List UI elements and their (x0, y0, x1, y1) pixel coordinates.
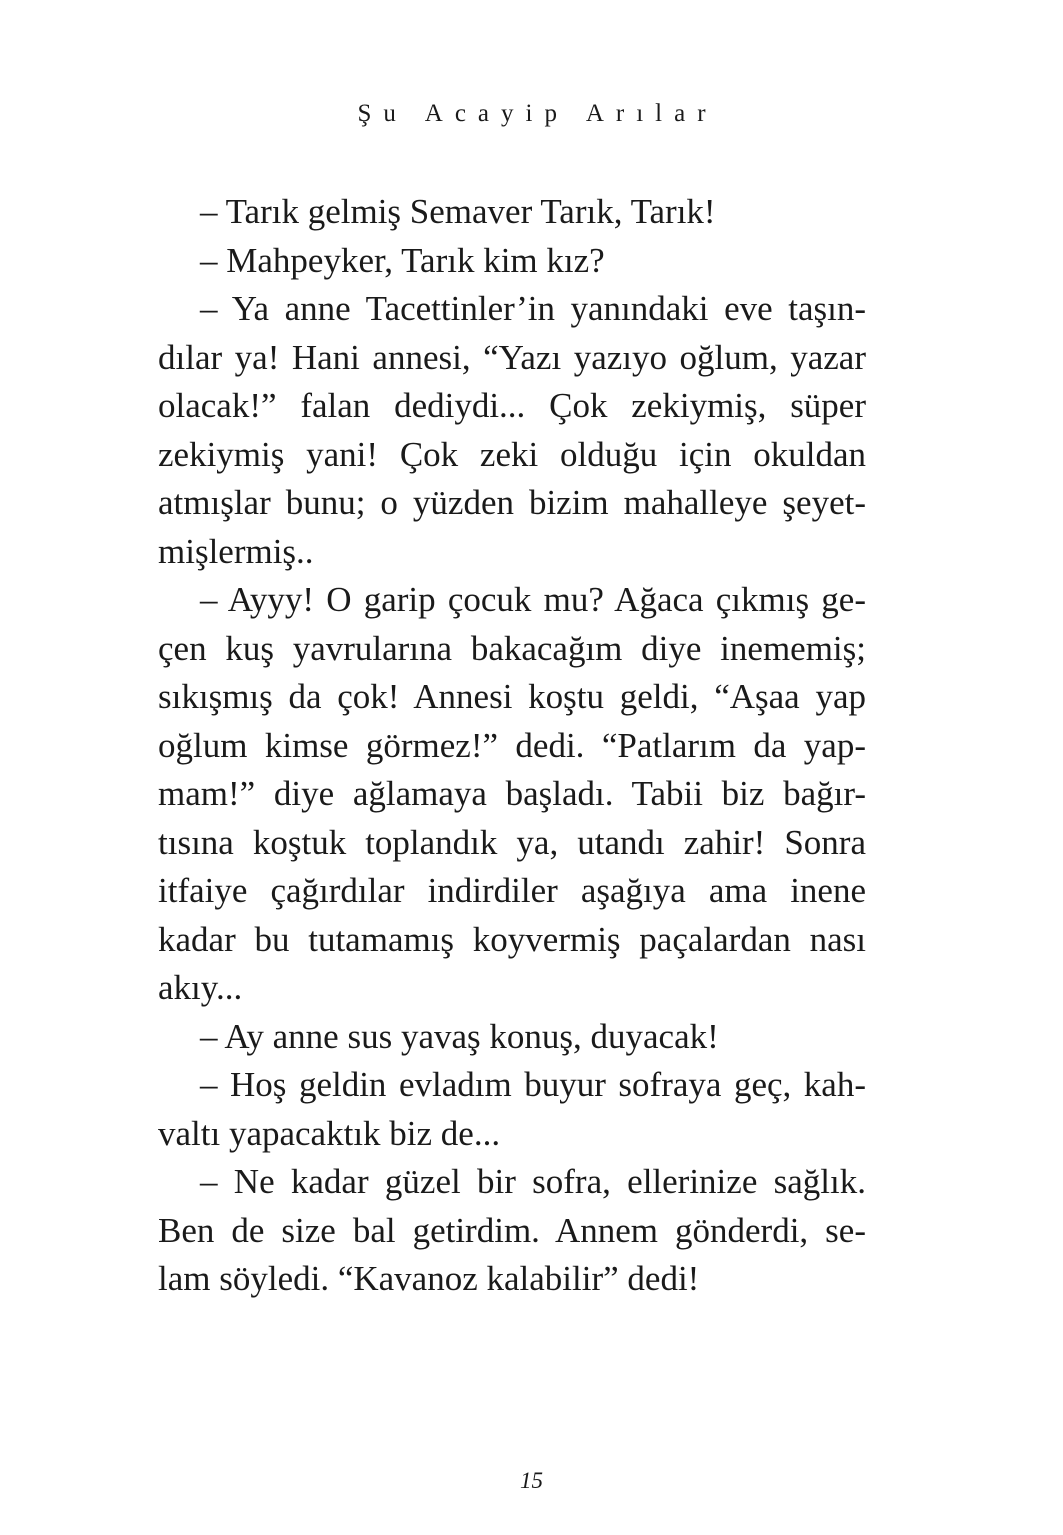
text-line: Ben de size bal getirdim. Annem gönderdi, se- (158, 1210, 866, 1250)
paragraph (158, 576, 866, 1013)
page-number: 15 (520, 1468, 543, 1493)
running-head: Şu Acayip Arılar (357, 100, 718, 127)
text-line: – Ya anne Tacettinler’in yanındaki eve taşın- (200, 289, 866, 328)
text-line: – Mahpeyker, Tarık kim kız? (200, 240, 605, 280)
text-line: sıkışmış da çok! Annesi koştu geldi, “Aşaa yap (158, 677, 866, 716)
text-line: oğlum kimse görmez!” dedi. “Patlarım da yap- (158, 725, 866, 765)
paragraph (158, 285, 866, 576)
paragraph (158, 237, 866, 286)
text-line: atmışlar bunu; o yüzden bizim mahalleye şeyet- (158, 483, 866, 522)
text-line: mam!” diye ağlamaya başladı. Tabii biz bağır- (158, 774, 866, 813)
text-line: – Ne kadar güzel bir sofra, ellerinize sağlık. (200, 1162, 866, 1201)
paragraph (158, 1158, 866, 1304)
text-line: – Hoş geldin evladım buyur sofraya geç, kah- (200, 1065, 866, 1104)
text-line: – Ayyy! O garip çocuk mu? Ağaca çıkmış ge- (200, 580, 866, 619)
paragraph (158, 1013, 866, 1062)
text-line: valtı yapacaktık biz de... (158, 1113, 501, 1153)
text-line: mişlermiş.. (158, 531, 314, 571)
text-line: tısına koştuk toplandık ya, utandı zahir! Sonra (158, 822, 866, 862)
body-text (158, 188, 866, 1304)
text-line: akıy... (158, 968, 243, 1007)
text-line: kadar bu tutamamış koyvermiş paçalardan nası (158, 919, 866, 959)
text-line: – Ay anne sus yavaş konuş, duyacak! (200, 1016, 719, 1056)
text-line: itfaiye çağırdılar indirdiler aşağıya ama inene (158, 871, 866, 910)
paragraph (158, 188, 866, 237)
text-line: zekiymiş yani! Çok zeki olduğu için okuldan (158, 434, 866, 474)
text-line: dılar ya! Hani annesi, “Yazı yazıyo oğlum, yazar (158, 337, 866, 377)
text-line: çen kuş yavrularına bakacağım diye inememiş; (158, 628, 866, 668)
paragraph (158, 1061, 866, 1158)
text-line: olacak!” falan dediydi... Çok zekiymiş, süper (158, 386, 866, 425)
text-line: lam söyledi. “Kavanoz kalabilir” dedi! (158, 1259, 700, 1298)
text-line: – Tarık gelmiş Semaver Tarık, Tarık! (200, 192, 716, 231)
